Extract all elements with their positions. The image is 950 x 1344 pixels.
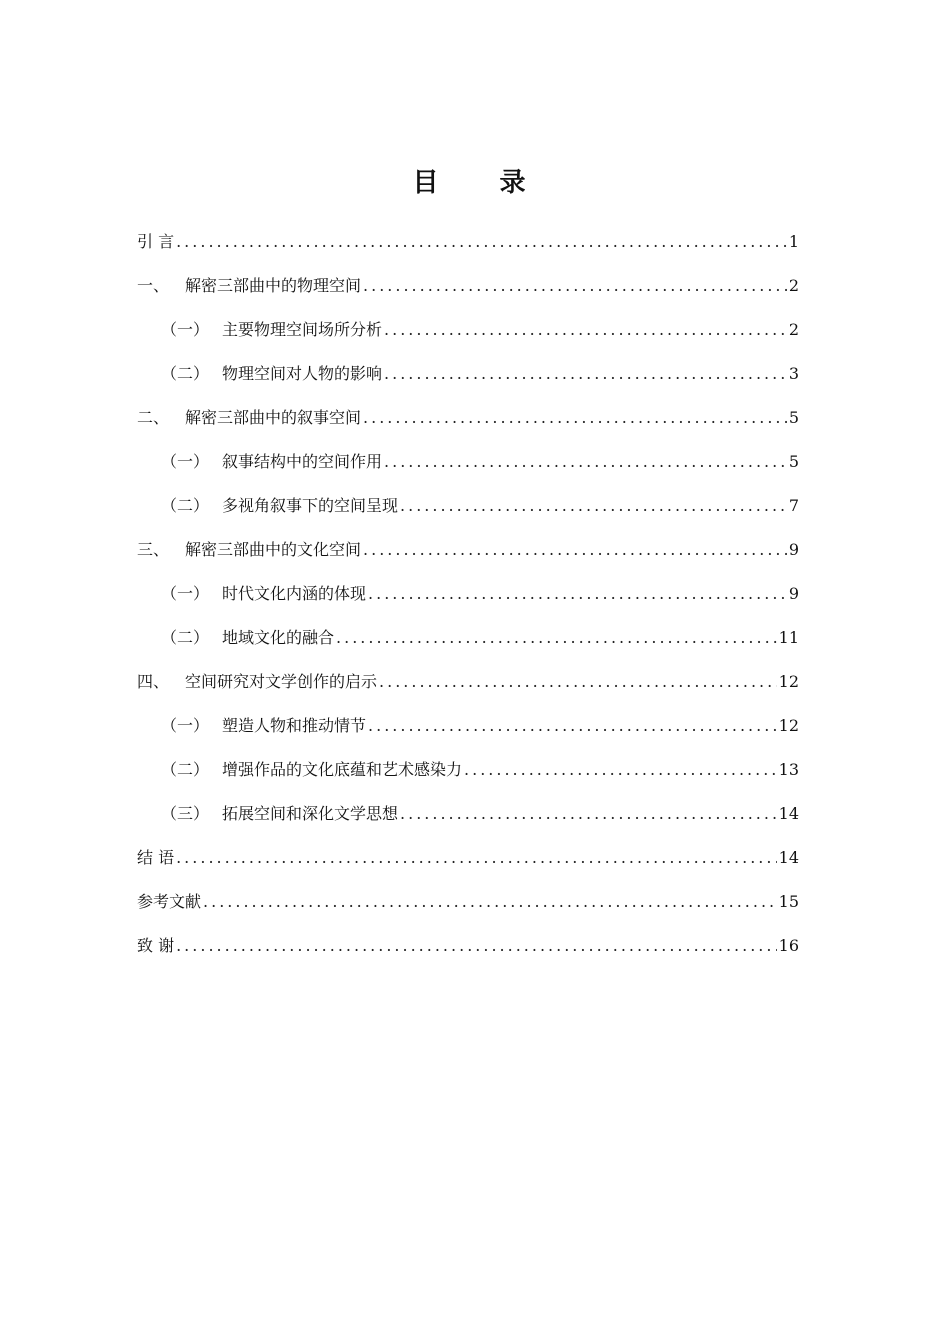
toc-dot-leader <box>176 232 787 252</box>
toc-entry-text: 增强作品的文化底蕴和艺术感染力 <box>222 760 463 779</box>
toc-entry[interactable] <box>137 616 799 660</box>
toc-entry-text: 塑造人物和推动情节 <box>222 716 367 735</box>
toc-entry[interactable] <box>137 308 799 352</box>
toc-entry[interactable] <box>137 748 799 792</box>
toc-entry-page-number: 2 <box>788 320 799 339</box>
toc-entry-page-number: 16 <box>778 936 799 955</box>
toc-entry-page-number: 14 <box>778 804 799 823</box>
toc-dot-leader <box>368 716 777 736</box>
toc-entry-number: （一） <box>161 584 210 603</box>
toc-entry[interactable] <box>137 220 799 264</box>
toc-entry[interactable] <box>137 660 799 704</box>
toc-entry-text: 解密三部曲中的文化空间 <box>185 540 362 559</box>
toc-entry-number: 一、 <box>137 276 170 295</box>
toc-entry-text: 多视角叙事下的空间呈现 <box>222 496 399 515</box>
toc-entry[interactable] <box>137 528 799 572</box>
toc-entry-text: 解密三部曲中的叙事空间 <box>185 408 362 427</box>
toc-entry[interactable] <box>137 484 799 528</box>
toc-dot-leader <box>368 584 787 604</box>
table-of-contents <box>137 220 799 968</box>
toc-entry-number: （一） <box>161 320 210 339</box>
toc-entry-page-number: 1 <box>788 232 799 251</box>
toc-entry-number: （二） <box>161 628 210 647</box>
toc-entry-text: 物理空间对人物的影响 <box>222 364 383 383</box>
toc-entry-number: 三、 <box>137 540 170 559</box>
toc-entry-page-number: 5 <box>788 452 799 471</box>
toc-entry[interactable] <box>137 924 799 968</box>
toc-entry-page-number: 7 <box>788 496 799 515</box>
toc-entry-number: （二） <box>161 364 210 383</box>
toc-entry-page-number: 2 <box>788 276 799 295</box>
toc-entry-page-number: 3 <box>788 364 799 383</box>
toc-entry-number: （三） <box>161 804 210 823</box>
toc-entry-number: 四、 <box>137 672 170 691</box>
toc-title: 目 录 <box>412 168 552 198</box>
toc-entry-number: （一） <box>161 716 210 735</box>
toc-entry-page-number: 9 <box>788 584 799 603</box>
toc-entry-page-number: 5 <box>788 408 799 427</box>
toc-entry-page-number: 14 <box>778 848 799 867</box>
toc-entry-text: 地域文化的融合 <box>222 628 335 647</box>
toc-dot-leader <box>363 408 787 428</box>
toc-entry-number: （一） <box>161 452 210 471</box>
toc-entry-text: 解密三部曲中的物理空间 <box>185 276 362 295</box>
toc-entry-page-number: 9 <box>788 540 799 559</box>
toc-entry-text: 叙事结构中的空间作用 <box>222 452 383 471</box>
toc-entry-text: 空间研究对文学创作的启示 <box>185 672 378 691</box>
toc-entry[interactable] <box>137 264 799 308</box>
toc-entry-page-number: 15 <box>778 892 799 911</box>
toc-entry-text: 结 语 <box>137 848 175 867</box>
toc-entry[interactable] <box>137 792 799 836</box>
toc-dot-leader <box>400 496 787 516</box>
toc-entry[interactable] <box>137 836 799 880</box>
toc-entry-text: 主要物理空间场所分析 <box>222 320 383 339</box>
toc-dot-leader <box>384 364 787 384</box>
toc-dot-leader <box>176 936 777 956</box>
toc-entry-page-number: 12 <box>778 716 799 735</box>
toc-entry-text: 拓展空间和深化文学思想 <box>222 804 399 823</box>
toc-entry-number: （二） <box>161 496 210 515</box>
toc-entry-text: 参考文献 <box>137 892 202 911</box>
toc-dot-leader <box>336 628 777 648</box>
toc-dot-leader <box>176 848 777 868</box>
toc-dot-leader <box>400 804 777 824</box>
toc-entry[interactable] <box>137 880 799 924</box>
toc-dot-leader <box>363 540 787 560</box>
toc-entry[interactable] <box>137 704 799 748</box>
toc-entry-text: 引 言 <box>137 232 175 251</box>
toc-entry-number: 二、 <box>137 408 170 427</box>
toc-entry[interactable] <box>137 352 799 396</box>
toc-entry[interactable] <box>137 572 799 616</box>
toc-entry[interactable] <box>137 396 799 440</box>
toc-entry-text: 致 谢 <box>137 936 175 955</box>
toc-entry-number: （二） <box>161 760 210 779</box>
toc-dot-leader <box>464 760 777 780</box>
toc-entry-text: 时代文化内涵的体现 <box>222 584 367 603</box>
toc-entry-page-number: 13 <box>778 760 799 779</box>
toc-dot-leader <box>363 276 787 296</box>
toc-dot-leader <box>203 892 777 912</box>
toc-entry[interactable] <box>137 440 799 484</box>
toc-dot-leader <box>379 672 777 692</box>
toc-entry-page-number: 12 <box>778 672 799 691</box>
toc-dot-leader <box>384 452 787 472</box>
toc-dot-leader <box>384 320 787 340</box>
toc-entry-page-number: 11 <box>778 628 799 647</box>
